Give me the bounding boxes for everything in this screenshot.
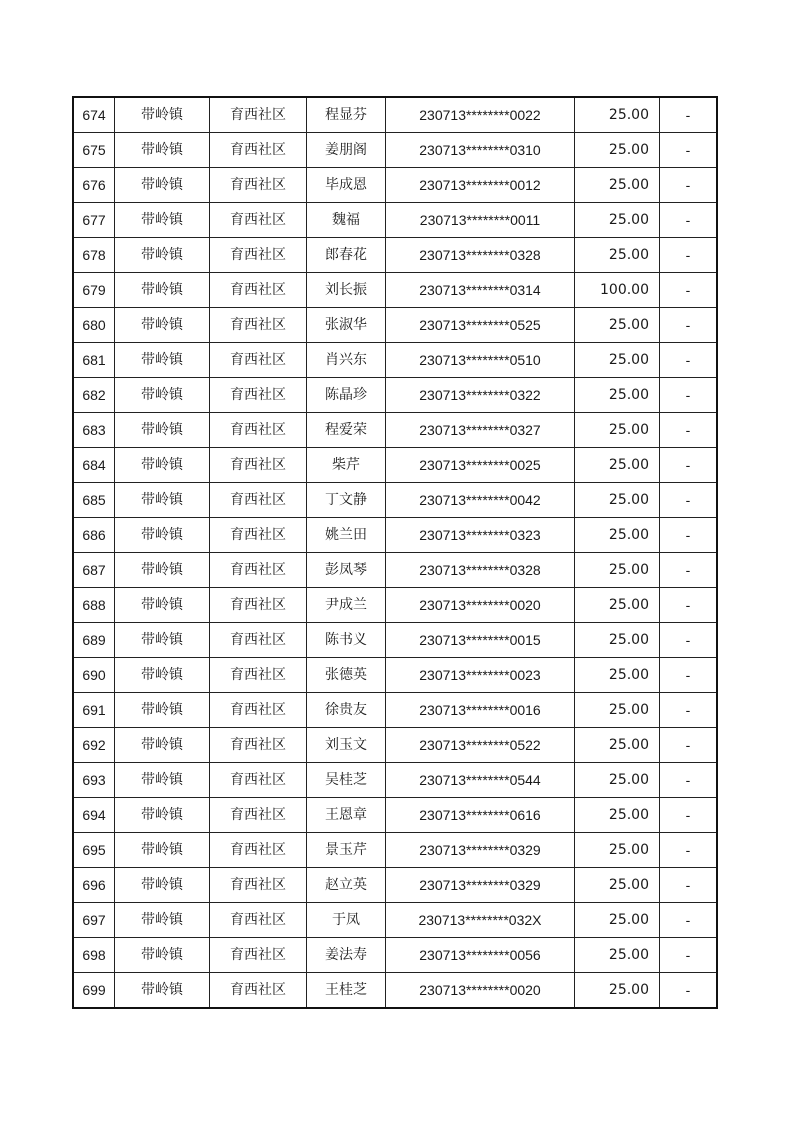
row-number-cell: 699 xyxy=(73,973,115,1009)
community-cell: 育西社区 xyxy=(210,763,307,798)
note-cell: - xyxy=(660,133,718,168)
id-number-cell: 230713********0329 xyxy=(386,868,575,903)
row-number-cell: 687 xyxy=(73,553,115,588)
community-cell: 育西社区 xyxy=(210,833,307,868)
note-cell: - xyxy=(660,938,718,973)
row-number-cell: 678 xyxy=(73,238,115,273)
row-number-cell: 691 xyxy=(73,693,115,728)
note-cell: - xyxy=(660,168,718,203)
note-cell: - xyxy=(660,588,718,623)
town-cell: 带岭镇 xyxy=(115,693,210,728)
row-number-cell: 675 xyxy=(73,133,115,168)
person-name-cell: 张德英 xyxy=(307,658,386,693)
person-name-cell: 张淑华 xyxy=(307,308,386,343)
town-cell: 带岭镇 xyxy=(115,553,210,588)
id-number-cell: 230713********0020 xyxy=(386,588,575,623)
table-row xyxy=(73,133,717,168)
table-row xyxy=(73,238,717,273)
person-name-cell: 魏福 xyxy=(307,203,386,238)
person-name-cell: 毕成恩 xyxy=(307,168,386,203)
note-cell: - xyxy=(660,413,718,448)
table-row xyxy=(73,483,717,518)
town-cell: 带岭镇 xyxy=(115,728,210,763)
amount-cell: 25.00 xyxy=(575,973,660,1009)
row-number-cell: 680 xyxy=(73,308,115,343)
id-number-cell: 230713********0012 xyxy=(386,168,575,203)
id-number-cell: 230713********0023 xyxy=(386,658,575,693)
community-cell: 育西社区 xyxy=(210,273,307,308)
id-number-cell: 230713********0510 xyxy=(386,343,575,378)
amount-cell: 25.00 xyxy=(575,588,660,623)
id-number-cell: 230713********0323 xyxy=(386,518,575,553)
table-row xyxy=(73,168,717,203)
amount-cell: 25.00 xyxy=(575,798,660,833)
id-number-cell: 230713********0327 xyxy=(386,413,575,448)
id-number-cell: 230713********0042 xyxy=(386,483,575,518)
person-name-cell: 姜法寿 xyxy=(307,938,386,973)
id-number-cell: 230713********0310 xyxy=(386,133,575,168)
amount-cell: 25.00 xyxy=(575,238,660,273)
note-cell: - xyxy=(660,798,718,833)
row-number-cell: 688 xyxy=(73,588,115,623)
row-number-cell: 697 xyxy=(73,903,115,938)
community-cell: 育西社区 xyxy=(210,378,307,413)
amount-cell: 25.00 xyxy=(575,903,660,938)
amount-cell: 25.00 xyxy=(575,938,660,973)
note-cell: - xyxy=(660,553,718,588)
table-row xyxy=(73,938,717,973)
amount-cell: 25.00 xyxy=(575,343,660,378)
note-cell: - xyxy=(660,518,718,553)
amount-cell: 25.00 xyxy=(575,518,660,553)
note-cell: - xyxy=(660,658,718,693)
town-cell: 带岭镇 xyxy=(115,763,210,798)
town-cell: 带岭镇 xyxy=(115,973,210,1009)
amount-cell: 25.00 xyxy=(575,448,660,483)
table-row xyxy=(73,973,717,1009)
amount-cell: 100.00 xyxy=(575,273,660,308)
row-number-cell: 689 xyxy=(73,623,115,658)
row-number-cell: 682 xyxy=(73,378,115,413)
row-number-cell: 690 xyxy=(73,658,115,693)
community-cell: 育西社区 xyxy=(210,868,307,903)
note-cell: - xyxy=(660,973,718,1009)
amount-cell: 25.00 xyxy=(575,693,660,728)
community-cell: 育西社区 xyxy=(210,658,307,693)
town-cell: 带岭镇 xyxy=(115,378,210,413)
community-cell: 育西社区 xyxy=(210,693,307,728)
town-cell: 带岭镇 xyxy=(115,168,210,203)
note-cell: - xyxy=(660,97,718,133)
amount-cell: 25.00 xyxy=(575,97,660,133)
id-number-cell: 230713********0056 xyxy=(386,938,575,973)
table-row xyxy=(73,97,717,133)
row-number-cell: 683 xyxy=(73,413,115,448)
id-number-cell: 230713********0016 xyxy=(386,693,575,728)
table-row xyxy=(73,588,717,623)
id-number-cell: 230713********0525 xyxy=(386,308,575,343)
id-number-cell: 230713********0544 xyxy=(386,763,575,798)
table-row xyxy=(73,763,717,798)
town-cell: 带岭镇 xyxy=(115,588,210,623)
person-name-cell: 郎春花 xyxy=(307,238,386,273)
id-number-cell: 230713********0020 xyxy=(386,973,575,1009)
community-cell: 育西社区 xyxy=(210,518,307,553)
note-cell: - xyxy=(660,868,718,903)
amount-cell: 25.00 xyxy=(575,728,660,763)
amount-cell: 25.00 xyxy=(575,833,660,868)
table-row xyxy=(73,798,717,833)
amount-cell: 25.00 xyxy=(575,378,660,413)
person-name-cell: 陈书义 xyxy=(307,623,386,658)
row-number-cell: 693 xyxy=(73,763,115,798)
note-cell: - xyxy=(660,623,718,658)
note-cell: - xyxy=(660,693,718,728)
person-name-cell: 尹成兰 xyxy=(307,588,386,623)
table-row xyxy=(73,623,717,658)
subsidy-table xyxy=(72,96,718,1009)
community-cell: 育西社区 xyxy=(210,938,307,973)
note-cell: - xyxy=(660,378,718,413)
person-name-cell: 彭凤琴 xyxy=(307,553,386,588)
person-name-cell: 刘长振 xyxy=(307,273,386,308)
community-cell: 育西社区 xyxy=(210,133,307,168)
id-number-cell: 230713********0328 xyxy=(386,238,575,273)
note-cell: - xyxy=(660,238,718,273)
table-row xyxy=(73,273,717,308)
person-name-cell: 丁文静 xyxy=(307,483,386,518)
amount-cell: 25.00 xyxy=(575,133,660,168)
row-number-cell: 674 xyxy=(73,97,115,133)
amount-cell: 25.00 xyxy=(575,308,660,343)
town-cell: 带岭镇 xyxy=(115,938,210,973)
row-number-cell: 695 xyxy=(73,833,115,868)
table-row xyxy=(73,308,717,343)
note-cell: - xyxy=(660,728,718,763)
id-number-cell: 230713********0522 xyxy=(386,728,575,763)
town-cell: 带岭镇 xyxy=(115,833,210,868)
table-row xyxy=(73,693,717,728)
town-cell: 带岭镇 xyxy=(115,97,210,133)
person-name-cell: 王恩章 xyxy=(307,798,386,833)
id-number-cell: 230713********0022 xyxy=(386,97,575,133)
table-row xyxy=(73,448,717,483)
amount-cell: 25.00 xyxy=(575,168,660,203)
id-number-cell: 230713********0011 xyxy=(386,203,575,238)
amount-cell: 25.00 xyxy=(575,483,660,518)
table-row xyxy=(73,553,717,588)
row-number-cell: 681 xyxy=(73,343,115,378)
id-number-cell: 230713********0322 xyxy=(386,378,575,413)
community-cell: 育西社区 xyxy=(210,903,307,938)
town-cell: 带岭镇 xyxy=(115,133,210,168)
row-number-cell: 677 xyxy=(73,203,115,238)
row-number-cell: 686 xyxy=(73,518,115,553)
note-cell: - xyxy=(660,343,718,378)
town-cell: 带岭镇 xyxy=(115,203,210,238)
person-name-cell: 吴桂芝 xyxy=(307,763,386,798)
row-number-cell: 679 xyxy=(73,273,115,308)
row-number-cell: 684 xyxy=(73,448,115,483)
note-cell: - xyxy=(660,903,718,938)
row-number-cell: 676 xyxy=(73,168,115,203)
town-cell: 带岭镇 xyxy=(115,413,210,448)
community-cell: 育西社区 xyxy=(210,413,307,448)
row-number-cell: 692 xyxy=(73,728,115,763)
amount-cell: 25.00 xyxy=(575,623,660,658)
id-number-cell: 230713********0015 xyxy=(386,623,575,658)
town-cell: 带岭镇 xyxy=(115,518,210,553)
table-row xyxy=(73,903,717,938)
id-number-cell: 230713********0314 xyxy=(386,273,575,308)
note-cell: - xyxy=(660,203,718,238)
table-row xyxy=(73,868,717,903)
id-number-cell: 230713********0025 xyxy=(386,448,575,483)
note-cell: - xyxy=(660,483,718,518)
person-name-cell: 徐贵友 xyxy=(307,693,386,728)
community-cell: 育西社区 xyxy=(210,588,307,623)
person-name-cell: 于凤 xyxy=(307,903,386,938)
id-number-cell: 230713********0328 xyxy=(386,553,575,588)
community-cell: 育西社区 xyxy=(210,97,307,133)
amount-cell: 25.00 xyxy=(575,203,660,238)
town-cell: 带岭镇 xyxy=(115,868,210,903)
community-cell: 育西社区 xyxy=(210,728,307,763)
table-row xyxy=(73,833,717,868)
table-row xyxy=(73,658,717,693)
note-cell: - xyxy=(660,273,718,308)
note-cell: - xyxy=(660,833,718,868)
town-cell: 带岭镇 xyxy=(115,308,210,343)
town-cell: 带岭镇 xyxy=(115,623,210,658)
id-number-cell: 230713********0616 xyxy=(386,798,575,833)
person-name-cell: 柴芹 xyxy=(307,448,386,483)
town-cell: 带岭镇 xyxy=(115,483,210,518)
table-body xyxy=(73,97,717,1008)
note-cell: - xyxy=(660,763,718,798)
row-number-cell: 685 xyxy=(73,483,115,518)
table-row xyxy=(73,413,717,448)
person-name-cell: 王桂芝 xyxy=(307,973,386,1009)
town-cell: 带岭镇 xyxy=(115,343,210,378)
town-cell: 带岭镇 xyxy=(115,448,210,483)
community-cell: 育西社区 xyxy=(210,168,307,203)
community-cell: 育西社区 xyxy=(210,343,307,378)
community-cell: 育西社区 xyxy=(210,553,307,588)
table-row xyxy=(73,728,717,763)
amount-cell: 25.00 xyxy=(575,413,660,448)
community-cell: 育西社区 xyxy=(210,308,307,343)
town-cell: 带岭镇 xyxy=(115,903,210,938)
community-cell: 育西社区 xyxy=(210,483,307,518)
community-cell: 育西社区 xyxy=(210,238,307,273)
table-row xyxy=(73,203,717,238)
person-name-cell: 姚兰田 xyxy=(307,518,386,553)
table-row xyxy=(73,378,717,413)
person-name-cell: 姜朋阁 xyxy=(307,133,386,168)
person-name-cell: 赵立英 xyxy=(307,868,386,903)
person-name-cell: 程显芬 xyxy=(307,97,386,133)
row-number-cell: 696 xyxy=(73,868,115,903)
town-cell: 带岭镇 xyxy=(115,273,210,308)
community-cell: 育西社区 xyxy=(210,203,307,238)
table-row xyxy=(73,343,717,378)
row-number-cell: 694 xyxy=(73,798,115,833)
person-name-cell: 肖兴东 xyxy=(307,343,386,378)
amount-cell: 25.00 xyxy=(575,763,660,798)
table-row xyxy=(73,518,717,553)
note-cell: - xyxy=(660,308,718,343)
person-name-cell: 程爱荣 xyxy=(307,413,386,448)
community-cell: 育西社区 xyxy=(210,448,307,483)
community-cell: 育西社区 xyxy=(210,798,307,833)
person-name-cell: 陈晶珍 xyxy=(307,378,386,413)
row-number-cell: 698 xyxy=(73,938,115,973)
amount-cell: 25.00 xyxy=(575,553,660,588)
note-cell: - xyxy=(660,448,718,483)
town-cell: 带岭镇 xyxy=(115,798,210,833)
amount-cell: 25.00 xyxy=(575,658,660,693)
community-cell: 育西社区 xyxy=(210,973,307,1009)
id-number-cell: 230713********0329 xyxy=(386,833,575,868)
community-cell: 育西社区 xyxy=(210,623,307,658)
amount-cell: 25.00 xyxy=(575,868,660,903)
town-cell: 带岭镇 xyxy=(115,658,210,693)
person-name-cell: 刘玉文 xyxy=(307,728,386,763)
person-name-cell: 景玉芹 xyxy=(307,833,386,868)
town-cell: 带岭镇 xyxy=(115,238,210,273)
id-number-cell: 230713********032X xyxy=(386,903,575,938)
